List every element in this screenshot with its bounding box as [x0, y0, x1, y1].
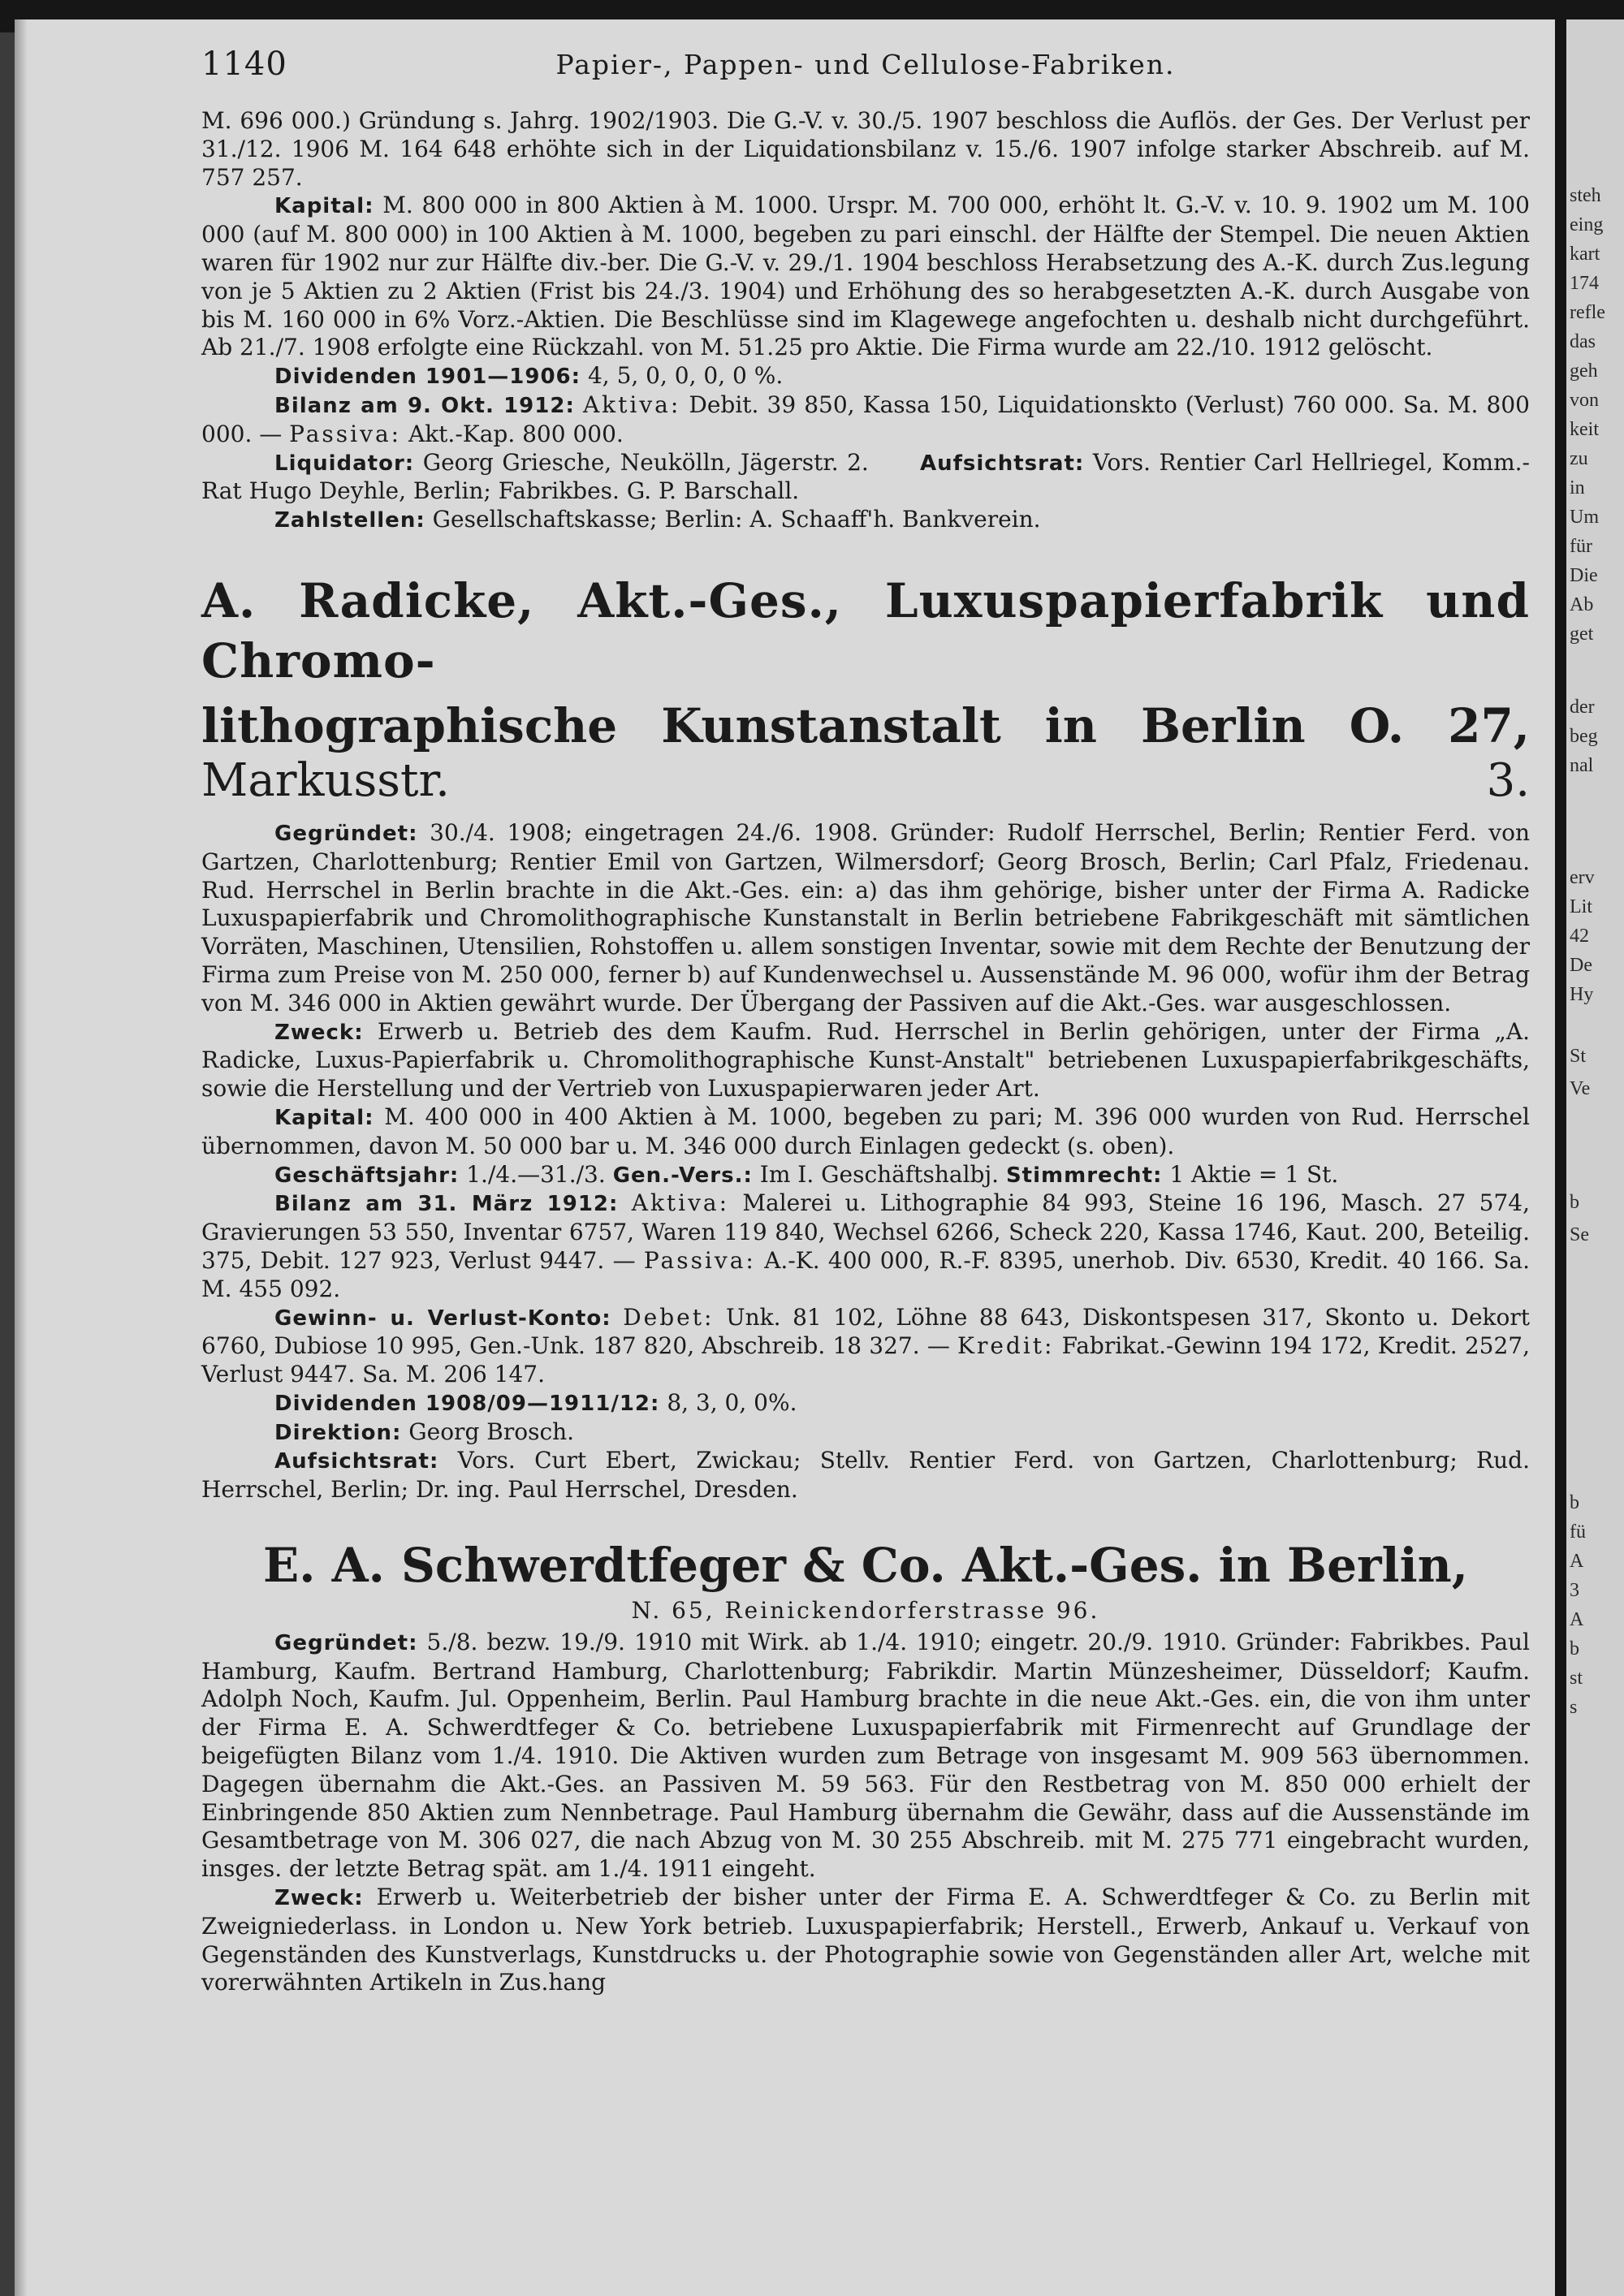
company-address: Markusstr. 3.: [201, 753, 1530, 807]
company-title-line-1: A. Radicke, Akt.-Ges., Luxuspapierfabrik und Chromo-: [201, 572, 1530, 688]
guv-debet-text: Unk. 81 102, Löhne 88 643, Diskontspesen 317, Skonto u. Dekort 6760, Dubiose 10 995, Gen.-Unk. 187 820, Abschreib. 18 327. —: [201, 1303, 1531, 1360]
company-title: E. A. Schwerdtfeger & Co. Akt.-Ges. in Berlin,: [263, 1538, 1468, 1594]
entry-continuation: [201, 107, 1530, 535]
gen-vers-text: Im I. Geschäftshalbj.: [759, 1160, 1000, 1188]
bilanz-paragraph: [201, 1189, 1530, 1303]
zweck-text: Erwerb u. Weiterbetrieb der bisher unter der Firma E. A. Schwerdtfeger & Co. zu Berlin mit Zweigniederlass. in London u. New York betrieb. Luxuspapierfabrik; Herstell., Erwerb, Ankauf u. Verkauf von Gegenständen des Kunstverlags, Kunstdrucks u. der Photographie sowie von Gegenständen aller Art, welche mit vorerwähnten Artikeln in Zus.hang: [201, 1884, 1530, 1996]
zweck-text: Erwerb u. Betrieb des dem Kaufm. Rud. Herrschel in Berlin gehörigen, unter der Firma „A. Radicke, Luxus-Papierfabrik u. Chromolithographische Kunst-Anstalt" betriebenen Luxuspapierfabrikgeschäfts, sowie die Herstellung und der Vertrieb von Luxuspapierwaren jeder Art.: [201, 1017, 1530, 1103]
kapital-label: Kapital:: [274, 1105, 374, 1130]
adjacent-page-text: s: [1570, 1697, 1578, 1718]
direktion-label: Direktion:: [274, 1420, 402, 1445]
gegruendet-paragraph: [201, 1629, 1530, 1884]
liquidator-text: Georg Griesche, Neukölln, Jägerstr. 2.: [422, 448, 869, 476]
geschaeftsjahr-text: 1./4.—31./3.: [466, 1160, 606, 1188]
dividend-text: 4, 5, 0, 0, 0, 0 %.: [587, 362, 784, 390]
adjacent-page-text: Se: [1570, 1224, 1589, 1245]
kapital-paragraph: [201, 1103, 1530, 1161]
aufsichtsrat-text: Vors. Curt Ebert, Zwickau; Stellv. Rentier Ferd. von Gartzen, Charlottenburg; Rud. Herrschel, Berlin; Dr. ing. Paul Herrschel, Dresden.: [201, 1447, 1530, 1504]
bilanz-aktiva-text: Debit. 39 850, Kassa 150, Liquidationskto (Verlust) 760 000. Sa. M. 800 000. —: [201, 391, 1530, 447]
company-address: N. 65, Reinickendorferstrasse 96.: [631, 1597, 1100, 1625]
company-title-main: lithographische Kunstanstalt in Berlin O. 27,: [201, 697, 1530, 753]
adjacent-page-text: De: [1570, 955, 1592, 976]
gegruendet-paragraph: [201, 819, 1530, 1018]
bilanz-label: Bilanz am 31. März 1912:: [274, 1192, 619, 1217]
direktion-paragraph: [201, 1418, 1530, 1448]
adjacent-page-text: geh: [1570, 360, 1598, 382]
company-title-line-2: [201, 699, 1530, 808]
page-content: [201, 107, 1530, 1997]
adjacent-page-text: zu: [1570, 448, 1588, 469]
adjacent-page-text: A: [1570, 1551, 1584, 1572]
passiva-label: Passiva:: [289, 420, 402, 447]
stimmrecht-text: 1 Aktie = 1 St.: [1169, 1160, 1339, 1188]
stimmrecht-label: Stimmrecht:: [1005, 1163, 1163, 1188]
geschaeftsjahr-label: Geschäftsjahr:: [274, 1163, 460, 1188]
aufsichtsrat-text: Vors. Rentier Carl Hellriegel, Komm.-Rat Hugo Deyhle, Berlin; Fabrikbes. G. P. Barschall.: [201, 448, 1531, 505]
aktiva-label: Aktiva:: [631, 1189, 730, 1217]
bilanz-label: Bilanz am 9. Okt. 1912:: [274, 393, 575, 418]
zweck-paragraph: [201, 1884, 1530, 1997]
passiva-label: Passiva:: [643, 1246, 756, 1274]
adjacent-page-text: kart: [1570, 244, 1600, 265]
adjacent-page-text: b: [1570, 1192, 1579, 1213]
zahlstellen-label: Zahlstellen:: [274, 508, 425, 533]
guv-kredit-text: Fabrikat.-Gewinn 194 172, Kredit. 2527, Verlust 9447. Sa. M. 206 147.: [201, 1332, 1530, 1388]
liquidator-label: Liquidator:: [274, 451, 415, 476]
adjacent-page-text: fü: [1570, 1521, 1586, 1543]
gegruendet-label: Gegründet:: [274, 821, 418, 846]
dividend-paragraph: [201, 362, 1530, 391]
aufsichtsrat-label: Aufsichtsrat:: [274, 1449, 439, 1474]
dividend-label: Dividenden 1908/09—1911/12:: [274, 1391, 660, 1416]
zweck-paragraph: [201, 1018, 1530, 1103]
adjacent-page-text: get: [1570, 624, 1594, 645]
adjacent-page-text: von: [1570, 390, 1599, 411]
geschaeftsjahr-paragraph: [201, 1161, 1530, 1190]
adjacent-page-fragment: [1566, 19, 1624, 2296]
adjacent-page-text: b: [1570, 1492, 1579, 1513]
kapital-label: Kapital:: [274, 194, 374, 219]
kapital-text: M. 400 000 in 400 Aktien à M. 1000, begeben zu pari; M. 396 000 wurden von Rud. Herrschel übernommen, davon M. 50 000 bar u. M. 346 000 durch Einlagen gedeckt (s. oben).: [201, 1103, 1531, 1159]
dividend-label: Dividenden 1901—1906:: [274, 365, 581, 390]
adjacent-page-text: A: [1570, 1609, 1584, 1630]
running-title: Papier-, Pappen- und Cellulose-Fabriken.: [555, 49, 1176, 80]
aufsichtsrat-paragraph: [201, 1447, 1530, 1504]
entry-radicke: [201, 571, 1530, 1504]
adjacent-page-text: der: [1570, 697, 1595, 718]
adjacent-page-text: Lit: [1570, 896, 1592, 917]
adjacent-page-text: Die: [1570, 565, 1598, 586]
liquidator-paragraph: [201, 449, 1530, 507]
kapital-text: M. 800 000 in 800 Aktien à M. 1000. Urspr. M. 700 000, erhöht lt. G.-V. v. 10. 9. 1902 um M. 100 000 (auf M. 800 000) in 100 Aktien à M. 1000, begeben zu pari einschl. der Hälfte der Stempel. Die neuen Aktien waren für 1902 nur zur Hälfte div.-ber. Die G.-V. v. 29./1. 1904 beschloss Herabsetzung des A.-K. durch Zus.legung von je 5 Aktien zu 2 Aktien (Frist bis 24./3. 1904) und Erhöhung des so herabgesetzten A.-K. durch Ausgabe von bis M. 160 000 in 6% Vorz.-Aktien. Die Beschlüsse sind im Klagewege angefochten u. deshalb nicht durchgeführt. Ab 21./7. 1908 erfolgte eine Rückzahl. von M. 51.25 pro Aktie. Die Firma wurde am 22./10. 1912 gelöscht.: [201, 192, 1530, 361]
adjacent-page-text: 3: [1570, 1580, 1579, 1601]
adjacent-page-text: st: [1570, 1668, 1583, 1689]
gegruendet-label: Gegründet:: [274, 1630, 418, 1655]
gegruendet-text: 5./8. bezw. 19./9. 1910 mit Wirk. ab 1./4. 1910; eingetr. 20./9. 1910. Gründer: Fabrikbes. Paul Hamburg, Kaufm. Bertrand Hamburg, Charlottenburg; Fabrikdir. Martin Münzesheimer, Düsseldorf; Kaufm. Adolph Noch, Kaufm. Jul. Oppenheim, Berlin. Paul Hamburg brachte in die neue Akt.-Ges. ein, die von ihm unter der Firma E. A. Schwerdtfeger & Co. betriebene Luxuspapierfabrik mit Firmenrecht auf Grundlage der beigefügten Bilanz vom 1./4. 1910. Die Aktiven wurden zum Betrage von insgesamt M. 909 563 übernommen. Dagegen übernahm die Akt.-Ges. an Passiven M. 59 563. Für den Restbetrag von M. 850 000 erhielt der Einbringende 850 Aktien zum Nennbetrage. Paul Hamburg übernahm die Gewähr, dass auf die Aussenstände im Gesamtbetrage von M. 306 027, die nach Abzug von M. 30 255 Abschreib. mit M. 275 771 eingebracht wurden, insges. der letzte Betrag spät. am 1./4. 1911 eingeht.: [201, 1628, 1531, 1883]
debet-label: Debet:: [623, 1303, 715, 1331]
adjacent-page-text: refle: [1570, 302, 1605, 323]
aktiva-label: Aktiva:: [582, 391, 681, 418]
adjacent-page-text: in: [1570, 477, 1585, 498]
adjacent-page-text: steh: [1570, 185, 1601, 206]
adjacent-page-text: Hy: [1570, 984, 1594, 1005]
bilanz-paragraph: [201, 391, 1530, 449]
guv-paragraph: [201, 1304, 1530, 1389]
adjacent-page-text: für: [1570, 536, 1592, 557]
history-paragraph: M. 696 000.) Gründung s. Jahrg. 1902/1903. Die G.-V. v. 30./5. 1907 beschloss die Auflös. der Ges. Der Verlust per 31./12. 1906 M. 164 648 erhöhte sich in der Liquidationsbilanz v. 15./6. 1907 infolge starker Abschreib. auf M. 757 257.: [201, 107, 1530, 191]
adjacent-page-text: keit: [1570, 419, 1599, 440]
zahlstellen-text: Gesellschaftskasse; Berlin: A. Schaaff'h. Bankverein.: [432, 506, 1041, 533]
entry-schwerdtfeger: [201, 1537, 1530, 1997]
zweck-label: Zweck:: [274, 1886, 364, 1911]
gen-vers-label: Gen.-Vers.:: [612, 1163, 753, 1188]
adjacent-page-text: 42: [1570, 926, 1589, 947]
zahlstellen-paragraph: [201, 506, 1530, 535]
adjacent-page-text: Um: [1570, 507, 1599, 528]
dividend-text: 8, 3, 0, 0%.: [667, 1388, 797, 1416]
page-left-shadow: [15, 19, 28, 2296]
direktion-text: Georg Brosch.: [408, 1418, 575, 1445]
zweck-label: Zweck:: [274, 1020, 364, 1045]
bilanz-aktiva-text: Malerei u. Lithographie 84 993, Steine 16 196, Masch. 27 574, Gravierungen 53 550, Inventar 6757, Waren 119 840, Wechsel 6266, Scheck 220, Kassa 1746, Kaut. 200, Beteilig. 375, Debit. 127 923, Verlust 9447. —: [201, 1189, 1530, 1274]
adjacent-page-text: Ab: [1570, 594, 1594, 615]
page-header: [201, 45, 1530, 94]
kredit-label: Kredit:: [957, 1332, 1055, 1360]
adjacent-page-text: 174: [1570, 273, 1599, 294]
gegruendet-text: 30./4. 1908; eingetragen 24./6. 1908. Gründer: Rudolf Herrschel, Berlin; Rentier Ferd. von Gartzen, Charlottenburg; Rentier Emil von Gartzen, Wilmersdorf; Georg Brosch, Berlin; Carl Pfalz, Friedenau. Rud. Herrschel in Berlin brachte in die Akt.-Ges. ein: a) das ihm gehörige, bisher unter der Firma A. Radicke Luxuspapierfabrik und Chromolithographische Kunstanstalt in Berlin betriebene Fabrikgeschäft mit sämtlichen Vorräten, Maschinen, Utensilien, Rohstoffen u. allem sonstigen Inventar, sowie mit dem Rechte der Benutzung der Firma zum Preise von M. 250 000, ferner b) auf Kundenwechsel u. Aussenstände M. 96 000, wofür ihm der Betrag von M. 346 000 in Aktien gewährt wurde. Der Übergang der Passiven auf die Akt.-Ges. war ausgeschlossen.: [201, 818, 1530, 1016]
adjacent-page-text: beg: [1570, 726, 1598, 747]
adjacent-page-text: eing: [1570, 214, 1604, 235]
guv-label: Gewinn- u. Verlust-Konto:: [274, 1306, 611, 1331]
bilanz-passiva-text: A.-K. 400 000, R.-F. 8395, unerhob. Div. 6530, Kredit. 40 166. Sa. M. 455 092.: [201, 1246, 1530, 1302]
book-gutter: [1555, 19, 1566, 2296]
adjacent-page-text: St: [1570, 1046, 1587, 1067]
aufsichtsrat-label: Aufsichtsrat:: [919, 451, 1085, 476]
page-number: 1140: [201, 45, 287, 83]
dividend-paragraph: [201, 1389, 1530, 1418]
bilanz-passiva-text: Akt.-Kap. 800 000.: [408, 420, 624, 447]
adjacent-page-text: Ve: [1570, 1078, 1591, 1099]
adjacent-page-text: erv: [1570, 867, 1595, 888]
kapital-paragraph: [201, 192, 1530, 362]
adjacent-page-text: nal: [1570, 755, 1594, 776]
adjacent-page-text: das: [1570, 331, 1596, 352]
adjacent-page-text: b: [1570, 1638, 1579, 1659]
